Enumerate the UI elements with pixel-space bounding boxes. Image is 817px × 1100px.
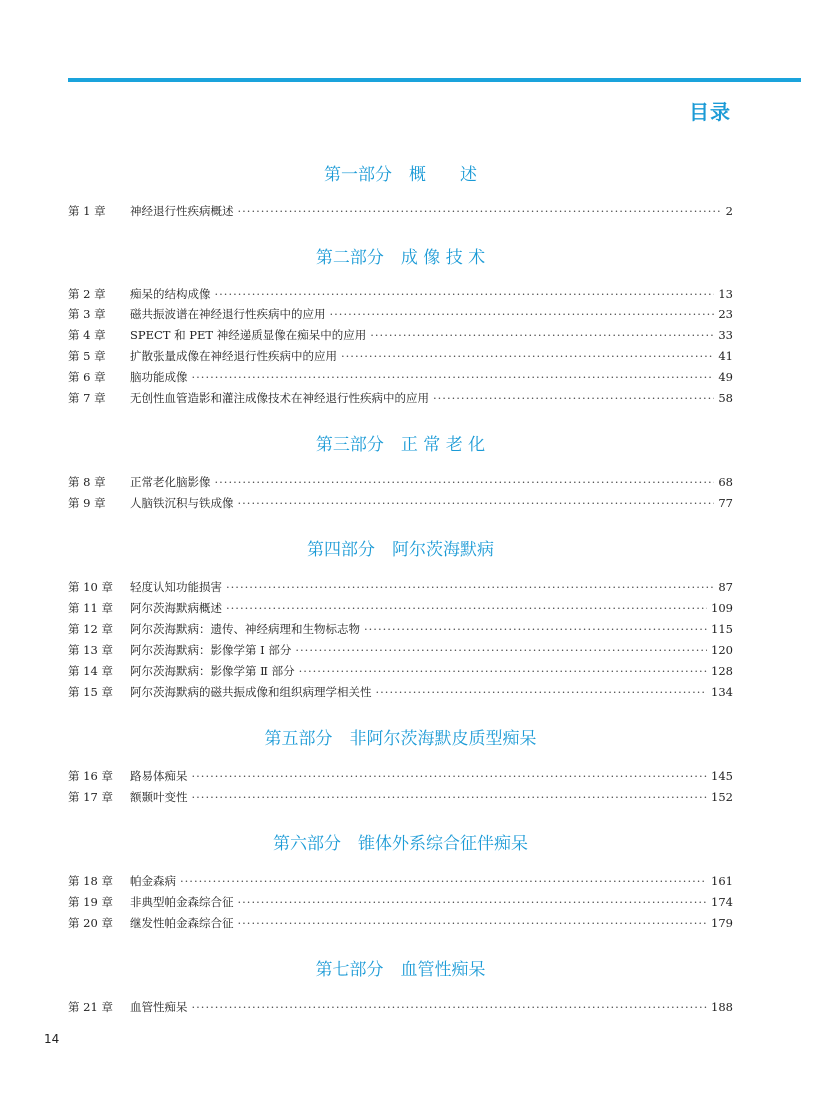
chapter-title: 阿尔茨海默病：影像学第 Ⅱ 部分 — [130, 664, 295, 678]
part-heading: 第四部分 阿尔茨海默病 — [307, 540, 494, 560]
top-accent-bar — [68, 78, 801, 82]
part-heading: 第一部分 概 述 — [324, 165, 477, 185]
dot-leader — [192, 766, 708, 786]
page-ref: 161 — [711, 874, 733, 888]
chapter-number: 第 4 章 — [68, 328, 106, 342]
toc-entry[interactable] — [68, 472, 733, 492]
chapter-title: 痴呆的结构成像 — [130, 287, 211, 301]
chapter-number: 第 16 章 — [68, 769, 113, 783]
chapter-number: 第 10 章 — [68, 580, 113, 594]
chapter-number: 第 19 章 — [68, 895, 113, 909]
page-title: 目录 — [689, 100, 731, 124]
dot-leader — [226, 598, 707, 618]
chapter-title: SPECT 和 PET 神经递质显像在痴呆中的应用 — [130, 328, 367, 342]
toc-entry[interactable] — [68, 997, 733, 1017]
chapter-title: 非典型帕金森综合征 — [130, 895, 234, 909]
dot-leader — [192, 787, 708, 807]
page-number: 14 — [44, 1032, 60, 1046]
dot-leader — [215, 472, 715, 492]
chapter-number: 第 12 章 — [68, 622, 113, 636]
page-ref: 58 — [718, 391, 733, 405]
dot-leader — [433, 388, 714, 408]
page-ref: 87 — [718, 580, 733, 594]
chapter-number: 第 8 章 — [68, 475, 106, 489]
dot-leader — [376, 682, 708, 702]
page-ref: 115 — [711, 622, 733, 636]
chapter-title: 神经退行性疾病概述 — [130, 204, 234, 218]
chapter-number: 第 13 章 — [68, 643, 113, 657]
toc-entry[interactable] — [68, 682, 733, 702]
dot-leader — [238, 201, 722, 221]
part-heading: 第三部分 正 常 老 化 — [315, 435, 486, 455]
chapter-title: 继发性帕金森综合征 — [130, 916, 234, 930]
part-heading: 第五部分 非阿尔茨海默皮质型痴呆 — [264, 729, 537, 749]
toc-entry[interactable] — [68, 577, 733, 597]
dot-leader — [180, 871, 707, 891]
chapter-title: 阿尔茨海默病：遗传、神经病理和生物标志物 — [130, 622, 360, 636]
part-heading: 第六部分 锥体外系综合征伴痴呆 — [273, 834, 528, 854]
dot-leader — [330, 304, 715, 324]
toc-entry[interactable] — [68, 304, 733, 324]
chapter-title: 磁共振波谱在神经退行性疾病中的应用 — [130, 307, 326, 321]
chapter-number: 第 17 章 — [68, 790, 113, 804]
toc-entry[interactable] — [68, 325, 733, 345]
page-ref: 152 — [711, 790, 733, 804]
dot-leader — [226, 577, 714, 597]
chapter-number: 第 20 章 — [68, 916, 113, 930]
chapter-title: 正常老化脑影像 — [130, 475, 211, 489]
toc-entry[interactable] — [68, 284, 733, 304]
chapter-number: 第 21 章 — [68, 1000, 113, 1014]
page-ref: 145 — [711, 769, 733, 783]
chapter-number: 第 7 章 — [68, 391, 106, 405]
page-ref: 68 — [718, 475, 733, 489]
page-ref: 174 — [711, 895, 733, 909]
dot-leader — [295, 640, 707, 660]
chapter-number: 第 6 章 — [68, 370, 106, 384]
toc-entry[interactable] — [68, 619, 733, 639]
page-ref: 2 — [725, 204, 733, 218]
toc-entry[interactable] — [68, 367, 733, 387]
page-ref: 120 — [711, 643, 733, 657]
part-heading: 第二部分 成 像 技 术 — [315, 248, 486, 268]
chapter-title: 血管性痴呆 — [130, 1000, 188, 1014]
page-ref: 49 — [718, 370, 733, 384]
toc-entry[interactable] — [68, 892, 733, 912]
page-ref: 134 — [711, 685, 733, 699]
dot-leader — [364, 619, 707, 639]
chapter-title: 额颞叶变性 — [130, 790, 188, 804]
toc-entry[interactable] — [68, 787, 733, 807]
chapter-title: 阿尔茨海默病的磁共振成像和组织病理学相关性 — [130, 685, 372, 699]
toc-entry[interactable] — [68, 640, 733, 660]
chapter-number: 第 3 章 — [68, 307, 106, 321]
chapter-title: 路易体痴呆 — [130, 769, 188, 783]
dot-leader — [238, 493, 715, 513]
page-ref: 128 — [711, 664, 733, 678]
toc-entry[interactable] — [68, 388, 733, 408]
toc-entry[interactable] — [68, 201, 733, 221]
dot-leader — [341, 346, 714, 366]
toc-entry[interactable] — [68, 598, 733, 618]
page-ref: 33 — [718, 328, 733, 342]
toc-entry[interactable] — [68, 346, 733, 366]
dot-leader — [192, 367, 715, 387]
dot-leader — [370, 325, 714, 345]
chapter-title: 帕金森病 — [130, 874, 176, 888]
chapter-number: 第 11 章 — [68, 601, 113, 615]
dot-leader — [238, 892, 708, 912]
page-ref: 77 — [718, 496, 733, 510]
chapter-title: 扩散张量成像在神经退行性疾病中的应用 — [130, 349, 337, 363]
chapter-number: 第 5 章 — [68, 349, 106, 363]
chapter-number: 第 1 章 — [68, 204, 106, 218]
toc-entry[interactable] — [68, 913, 733, 933]
toc-entry[interactable] — [68, 766, 733, 786]
chapter-number: 第 15 章 — [68, 685, 113, 699]
chapter-number: 第 18 章 — [68, 874, 113, 888]
chapter-title: 无创性血管造影和灌注成像技术在神经退行性疾病中的应用 — [130, 391, 429, 405]
page-ref: 109 — [711, 601, 733, 615]
chapter-title: 轻度认知功能损害 — [130, 580, 222, 594]
dot-leader — [299, 661, 707, 681]
page-ref: 41 — [718, 349, 733, 363]
toc-entry[interactable] — [68, 661, 733, 681]
page-ref: 188 — [711, 1000, 733, 1014]
dot-leader — [238, 913, 708, 933]
part-heading: 第七部分 血管性痴呆 — [315, 960, 486, 980]
chapter-number: 第 14 章 — [68, 664, 113, 678]
page-ref: 23 — [718, 307, 733, 321]
toc-entry[interactable] — [68, 493, 733, 513]
chapter-title: 人脑铁沉积与铁成像 — [130, 496, 234, 510]
chapter-title: 阿尔茨海默病：影像学第 Ⅰ 部分 — [130, 643, 292, 657]
dot-leader — [192, 997, 708, 1017]
chapter-title: 阿尔茨海默病概述 — [130, 601, 222, 615]
chapter-number: 第 2 章 — [68, 287, 106, 301]
toc-entry[interactable] — [68, 871, 733, 891]
chapter-title: 脑功能成像 — [130, 370, 188, 384]
dot-leader — [215, 284, 715, 304]
chapter-number: 第 9 章 — [68, 496, 106, 510]
page-ref: 13 — [718, 287, 733, 301]
page-ref: 179 — [711, 916, 733, 930]
